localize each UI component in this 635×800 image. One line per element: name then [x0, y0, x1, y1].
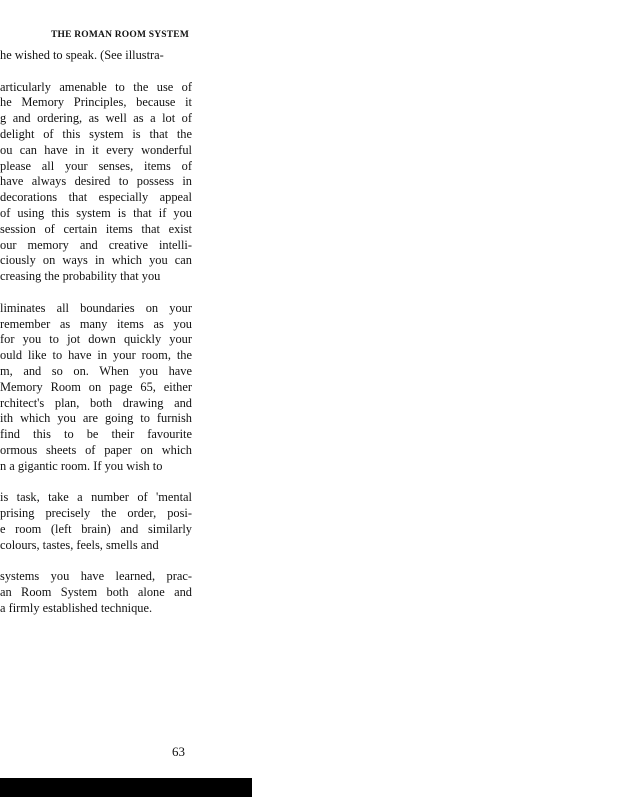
text-line: colours, tastes, feels, smells and: [0, 537, 159, 552]
paragraph-gap: [0, 475, 192, 491]
text-line: ith which you are going to furnish: [0, 411, 192, 426]
text-line: find this to be their favourite: [0, 427, 192, 442]
text-line: have always desired to possess in: [0, 174, 192, 189]
running-head: THE ROMAN ROOM SYSTEM: [51, 30, 189, 40]
text-line: prising precisely the order, posi-: [0, 506, 192, 521]
text-line: delight of this system is that the: [0, 126, 192, 141]
text-line: liminates all boundaries on your: [0, 300, 192, 315]
scan-edge-bar: [0, 778, 252, 797]
text-line: ou can have in it every wonderful: [0, 142, 192, 157]
body-text: [0, 48, 192, 617]
paragraph-gap: [0, 285, 192, 301]
text-line: decorations that especially appeal: [0, 190, 192, 205]
page-number: 63: [172, 744, 185, 759]
text-line: please all your senses, items of: [0, 158, 192, 173]
text-line: session of certain items that exist: [0, 221, 192, 236]
text-line: for you to jot down quickly your: [0, 332, 192, 347]
text-line: ormous sheets of paper on which: [0, 442, 192, 457]
text-line: he Memory Principles, because it: [0, 95, 192, 110]
paragraph-gap: [0, 64, 192, 80]
text-line: Memory Room on page 65, either: [0, 379, 192, 394]
paragraph-gap: [0, 554, 192, 570]
text-line: ciously on ways in which you can: [0, 253, 192, 268]
text-line: systems you have learned, prac-: [0, 569, 192, 584]
text-line: is task, take a number of 'mental: [0, 490, 192, 505]
text-line: m, and so on. When you have: [0, 363, 192, 378]
text-line: a firmly established technique.: [0, 600, 153, 615]
text-line: he wished to speak. (See illustra-: [0, 48, 164, 62]
text-line: of using this system is that if you: [0, 205, 192, 220]
text-line: e room (left brain) and similarly: [0, 521, 192, 536]
text-line: n a gigantic room. If you wish to: [0, 458, 163, 473]
text-line: our memory and creative intelli-: [0, 237, 192, 252]
text-line: articularly amenable to the use of: [0, 79, 192, 94]
text-line: rchitect's plan, both drawing and: [0, 395, 192, 410]
text-line: an Room System both alone and: [0, 585, 192, 600]
text-line: ould like to have in your room, the: [0, 348, 192, 363]
text-line: remember as many items as you: [0, 316, 192, 331]
text-line: creasing the probability that you: [0, 269, 161, 284]
text-line: g and ordering, as well as a lot of: [0, 111, 192, 126]
